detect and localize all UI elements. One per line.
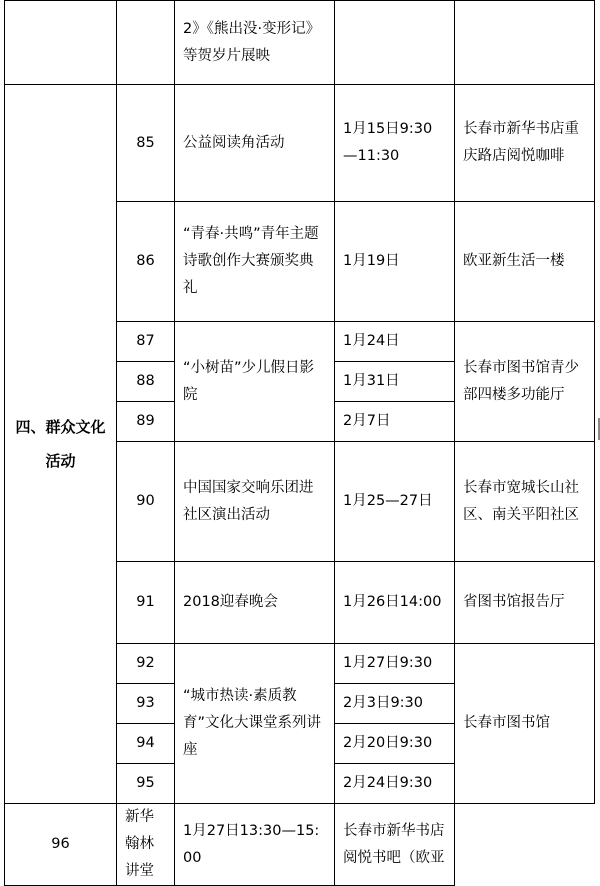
- table-row: [5, 1, 595, 85]
- number-cell: 94: [117, 724, 175, 764]
- time-cell: 1月31日: [335, 362, 455, 402]
- table-row: [5, 804, 595, 886]
- activity-cell: 中国国家交响乐团进社区演出活动: [175, 442, 335, 562]
- number-cell: 87: [117, 322, 175, 362]
- activity-cell: 2018迎春晚会: [175, 562, 335, 644]
- number-cell: 96: [5, 804, 117, 886]
- activity-cell: “青春·共鸣”青年主题诗歌创作大赛颁奖典礼: [175, 202, 335, 322]
- time-cell: 2月3日9:30: [335, 684, 455, 724]
- place-cell: 省图书馆报告厅: [455, 562, 595, 644]
- place-cell: 长春市图书馆青少部四楼多功能厅: [455, 322, 595, 442]
- activity-cell: 公益阅读角活动: [175, 85, 335, 202]
- table-row: [5, 85, 595, 202]
- time-cell: [335, 1, 455, 85]
- time-cell: 1月26日14:00: [335, 562, 455, 644]
- place-cell: 长春市图书馆: [455, 644, 595, 804]
- number-cell: 89: [117, 402, 175, 442]
- time-cell: 2月20日9:30: [335, 724, 455, 764]
- number-cell: 92: [117, 644, 175, 684]
- activity-cell: 2》《熊出没·变形记》等贺岁片展映: [175, 1, 335, 85]
- time-cell: 1月27日9:30: [335, 644, 455, 684]
- activity-cell: “城市热读·素质教育”文化大课堂系列讲座: [175, 644, 335, 804]
- number-cell: 90: [117, 442, 175, 562]
- time-cell: 2月24日9:30: [335, 764, 455, 804]
- events-table: [4, 0, 595, 886]
- activity-cell: 新华翰林讲堂: [117, 804, 175, 886]
- activity-cell: “小树苗”少儿假日影院: [175, 322, 335, 442]
- place-cell: 长春市新华书店阅悦书吧（欧亚: [335, 804, 455, 886]
- number-cell: 93: [117, 684, 175, 724]
- category-cell: 四、群众文化活动: [5, 85, 117, 804]
- number-cell: 95: [117, 764, 175, 804]
- place-cell: [455, 1, 595, 85]
- place-cell: 长春市新华书店重庆路店阅悦咖啡: [455, 85, 595, 202]
- number-cell: 91: [117, 562, 175, 644]
- number-cell: 85: [117, 85, 175, 202]
- time-cell: 1月27日13:30—15:00: [175, 804, 335, 886]
- number-cell: 86: [117, 202, 175, 322]
- number-cell: [117, 1, 175, 85]
- time-cell: 1月25—27日: [335, 442, 455, 562]
- time-cell: 1月19日: [335, 202, 455, 322]
- time-cell: 1月15日9:30—11:30: [335, 85, 455, 202]
- time-cell: 2月7日: [335, 402, 455, 442]
- time-cell: 1月24日: [335, 322, 455, 362]
- number-cell: 88: [117, 362, 175, 402]
- category-cell: [5, 1, 117, 85]
- place-cell: 长春市宽城长山社区、南关平阳社区: [455, 442, 595, 562]
- place-cell: 欧亚新生活一楼: [455, 202, 595, 322]
